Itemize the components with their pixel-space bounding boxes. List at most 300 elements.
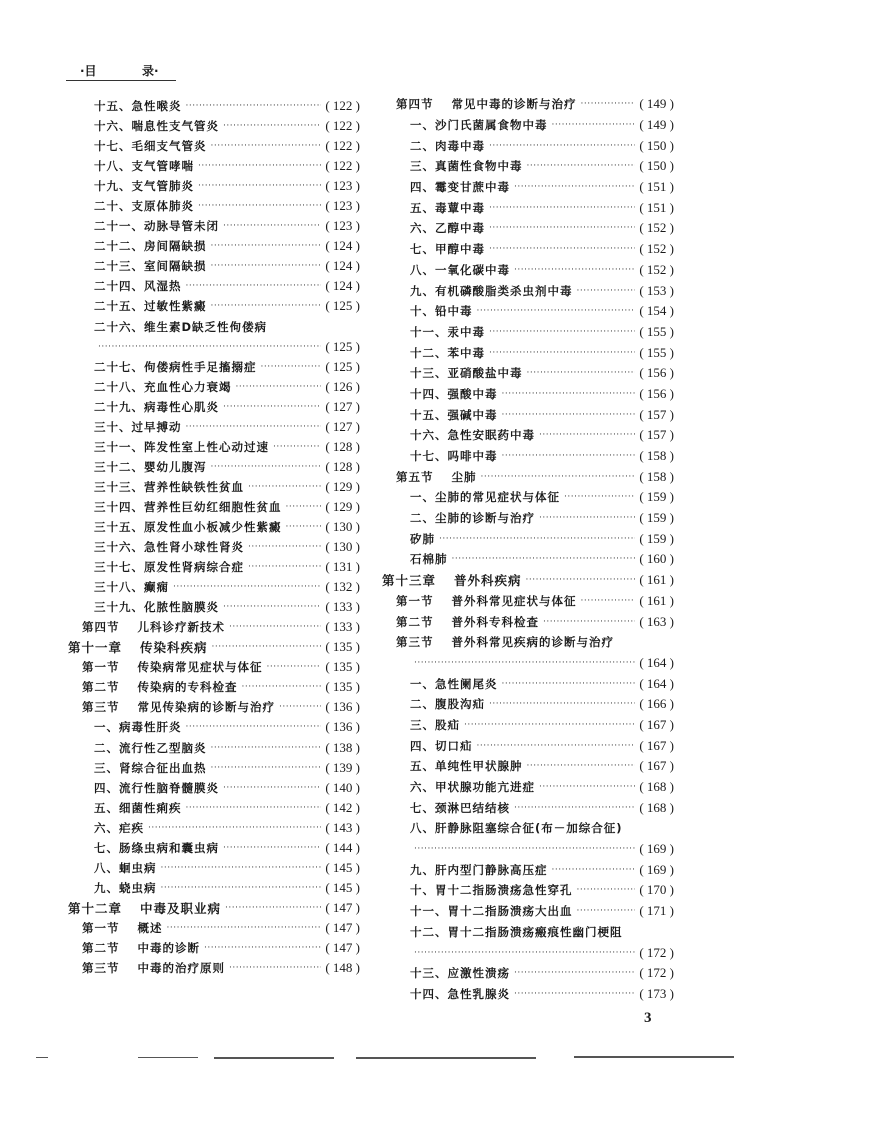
toc-title (410, 924, 623, 940)
dot-leader (198, 201, 321, 211)
toc-label: 六、疟疾 (94, 820, 144, 835)
toc-title (94, 800, 182, 816)
toc-page: ( 122 ) (325, 98, 360, 114)
dot-leader (489, 223, 635, 233)
toc-title (410, 738, 473, 754)
dot-leader (286, 502, 322, 512)
toc-page: ( 129 ) (325, 498, 360, 514)
toc-item (60, 838, 360, 858)
toc-item (376, 508, 674, 529)
toc-page: ( 172 ) (639, 944, 674, 960)
toc-page: ( 150 ) (639, 137, 674, 153)
toc-page: ( 158 ) (639, 468, 674, 484)
toc-item (376, 880, 674, 901)
dot-leader (414, 948, 635, 958)
toc-page: ( 122 ) (325, 138, 360, 154)
toc-label: 一、沙门氏菌属食物中毒 (410, 118, 548, 133)
dot-leader (286, 522, 322, 532)
toc-item (60, 537, 360, 557)
dot-leader (539, 430, 635, 440)
dot-leader (526, 575, 636, 585)
toc-title (94, 178, 194, 194)
toc-heading: 普外科疾病 (454, 573, 522, 589)
dot-leader (211, 261, 322, 271)
toc-item (376, 963, 674, 984)
toc-label: 二十、支原体肺炎 (94, 199, 194, 214)
toc-page: ( 169 ) (639, 841, 674, 857)
toc-label: 一、急性阑尾炎 (410, 676, 498, 691)
dot-leader (514, 265, 635, 275)
toc-page: ( 156 ) (639, 365, 674, 381)
dot-leader (223, 843, 321, 853)
toc-label: 三十七、原发性肾病综合症 (94, 560, 244, 575)
dot-leader (198, 181, 321, 191)
toc-chapter (60, 898, 360, 918)
toc-page: ( 145 ) (325, 859, 360, 875)
toc-item (60, 337, 360, 357)
dot-leader (581, 596, 636, 606)
toc-title (94, 258, 207, 274)
toc-title (410, 283, 573, 299)
toc-page: ( 123 ) (325, 178, 360, 194)
toc-title (410, 531, 435, 547)
toc-title (410, 965, 510, 981)
toc-title (410, 862, 548, 878)
toc-label: 十四、急性乳腺炎 (410, 986, 510, 1001)
toc-title (82, 699, 275, 715)
toc-item (376, 839, 674, 860)
toc-label: 十二、苯中毒 (410, 345, 485, 360)
toc-title (410, 510, 535, 526)
toc-section (376, 653, 674, 674)
toc-label: 第一节 (82, 920, 120, 935)
toc-page: ( 154 ) (639, 303, 674, 319)
toc-title (94, 138, 207, 154)
header-left: ·目 (80, 64, 97, 78)
toc-item (60, 577, 360, 597)
toc-page: ( 160 ) (639, 551, 674, 567)
toc-heading: 普外科常见症状与体征 (451, 593, 577, 608)
toc-page: ( 150 ) (639, 158, 674, 174)
toc-page: ( 166 ) (639, 696, 674, 712)
toc-label: 九、有机磷酸脂类杀虫剂中毒 (410, 283, 573, 298)
toc-item (60, 717, 360, 737)
dot-leader (502, 679, 636, 689)
toc-page: ( 147 ) (325, 899, 360, 915)
dot-leader (261, 362, 322, 372)
toc-label: 九、肝内型门静脉高压症 (410, 862, 548, 877)
toc-heading: 中毒及职业病 (140, 900, 222, 916)
toc-item (376, 260, 674, 281)
toc-title (410, 262, 510, 278)
toc-page: ( 125 ) (325, 338, 360, 354)
toc-item (60, 818, 360, 838)
toc-label: 第五节 (396, 469, 434, 484)
toc-page: ( 123 ) (325, 218, 360, 234)
toc-item (60, 397, 360, 417)
toc-page: ( 163 ) (639, 613, 674, 629)
toc-title (94, 840, 219, 856)
toc-label: 十一、汞中毒 (410, 324, 485, 339)
toc-title (410, 220, 485, 236)
toc-section (60, 657, 360, 677)
toc-item (376, 322, 674, 343)
toc-item (376, 984, 674, 1005)
dot-leader (477, 306, 636, 316)
toc-title (410, 903, 573, 919)
toc-title (94, 559, 244, 575)
toc-item (376, 735, 674, 756)
toc-label: 十八、支气管哮喘 (94, 159, 194, 174)
dot-leader (552, 120, 636, 130)
toc-label: 第二节 (396, 614, 434, 629)
dot-leader (539, 513, 635, 523)
toc-page: ( 172 ) (639, 965, 674, 981)
toc-section (60, 697, 360, 717)
toc-page: ( 129 ) (325, 478, 360, 494)
toc-title (94, 198, 194, 214)
toc-label: 二十五、过敏性紫癜 (94, 299, 207, 314)
toc-page: ( 135 ) (325, 639, 360, 655)
toc-label: 第三节 (396, 635, 434, 650)
toc-title (410, 986, 510, 1002)
toc-heading: 普外科专科检查 (451, 614, 539, 629)
dot-leader (248, 542, 321, 552)
dot-leader (225, 903, 321, 913)
toc-label: 十七、毛细支气管炎 (94, 139, 207, 154)
dot-leader (527, 761, 636, 771)
toc-item (376, 218, 674, 239)
toc-page: ( 124 ) (325, 258, 360, 274)
dot-leader (98, 342, 321, 352)
dot-leader (543, 617, 635, 627)
toc-item (376, 694, 674, 715)
toc-title (94, 459, 207, 475)
dot-leader (502, 389, 636, 399)
toc-page: ( 147 ) (325, 919, 360, 935)
dot-leader (581, 99, 636, 109)
toc-label: 十四、强酸中毒 (410, 386, 498, 401)
dot-leader (173, 582, 321, 592)
toc-chapter (376, 570, 674, 591)
dot-leader (211, 301, 322, 311)
toc-page: ( 168 ) (639, 779, 674, 795)
toc-page: ( 149 ) (639, 96, 674, 112)
toc-item (60, 597, 360, 617)
scan-artifact-line (574, 1056, 734, 1058)
toc-item (376, 901, 674, 922)
toc-item (60, 457, 360, 477)
toc-label: 三十三、营养性缺铁性贫血 (94, 479, 244, 494)
toc-section (376, 591, 674, 612)
toc-page: ( 130 ) (325, 519, 360, 534)
toc-label: 十五、急性喉炎 (94, 99, 182, 114)
dot-leader (481, 472, 636, 482)
toc-item (60, 357, 360, 377)
toc-item (60, 276, 360, 296)
toc-page: ( 144 ) (325, 839, 360, 855)
toc-page: ( 136 ) (325, 719, 360, 735)
toc-label: 三十九、化脓性脑膜炎 (94, 600, 219, 615)
toc-page: ( 131 ) (325, 559, 360, 575)
dot-leader (248, 482, 321, 492)
dot-leader (148, 823, 321, 833)
toc-page: ( 157 ) (639, 406, 674, 422)
toc-section (60, 617, 360, 637)
toc-label: 二十七、佝偻病性手足搐搦症 (94, 359, 257, 374)
toc-page: ( 151 ) (639, 199, 674, 215)
toc-item (376, 673, 674, 694)
toc-label: 三、股疝 (410, 717, 460, 732)
toc-label: 矽肺 (410, 531, 435, 546)
toc-chapter (60, 637, 360, 657)
toc-page: ( 152 ) (639, 261, 674, 277)
toc-heading: 儿科诊疗新技术 (137, 620, 225, 635)
dot-leader (577, 885, 636, 895)
toc-label: 三十二、婴幼儿腹泻 (94, 459, 207, 474)
dot-leader (186, 722, 322, 732)
toc-label: 三十一、阵发性室上性心动过速 (94, 439, 269, 454)
toc-heading: 概述 (137, 920, 163, 935)
toc-title (94, 238, 207, 254)
dot-leader (489, 203, 635, 213)
toc-page: ( 158 ) (639, 448, 674, 464)
toc-title (410, 800, 510, 816)
dot-leader (211, 141, 322, 151)
toc-title (82, 619, 225, 635)
toc-title (94, 499, 282, 515)
toc-label: 七、甲醇中毒 (410, 242, 485, 257)
toc-page: ( 127 ) (325, 398, 360, 414)
toc-title (410, 696, 485, 712)
dot-leader (229, 963, 321, 973)
toc-label: 二十二、房间隔缺损 (94, 239, 207, 254)
toc-label: 二十三、室间隔缺损 (94, 259, 207, 274)
toc-page: ( 135 ) (325, 659, 360, 675)
toc-item (376, 404, 674, 425)
dot-leader (236, 382, 322, 392)
toc-label: 四、切口疝 (410, 738, 473, 753)
dot-leader (161, 863, 322, 873)
dot-leader (502, 451, 636, 461)
toc-label: 三十、过早搏动 (94, 419, 182, 434)
dot-leader (204, 943, 321, 953)
toc-item (60, 477, 360, 497)
toc-page: ( 138 ) (325, 739, 360, 755)
toc-page: ( 136 ) (325, 699, 360, 715)
toc-item (60, 317, 360, 337)
toc-item (60, 256, 360, 276)
toc-title (382, 571, 522, 589)
toc-label: 第二节 (82, 940, 120, 955)
toc-page: ( 125 ) (325, 358, 360, 374)
toc-page: ( 132 ) (325, 579, 360, 595)
toc-item (376, 384, 674, 405)
dot-leader (514, 182, 635, 192)
dot-leader (439, 534, 635, 544)
toc-label: 三十八、癫痫 (94, 580, 169, 595)
toc-label: 五、毒蕈中毒 (410, 200, 485, 215)
toc-title (94, 359, 257, 375)
toc-item (60, 497, 360, 517)
toc-label: 一、尘肺的常见症状与体征 (410, 490, 560, 505)
toc-label: 十六、喘息性支气管炎 (94, 119, 219, 134)
dot-leader (212, 642, 322, 652)
toc-section (60, 938, 360, 958)
toc-label: 六、乙醇中毒 (410, 221, 485, 236)
toc-title (410, 158, 523, 174)
toc-label: 七、肠绦虫病和囊虫病 (94, 840, 219, 855)
toc-label: 第十三章 (382, 573, 437, 589)
toc-item (376, 135, 674, 156)
toc-label: 八、肝静脉阻塞综合征(布－加综合征) (410, 821, 623, 836)
toc-item (376, 239, 674, 260)
toc-page: ( 161 ) (639, 572, 674, 588)
dot-leader (514, 803, 635, 813)
toc-item (376, 756, 674, 777)
toc-title (94, 579, 169, 595)
toc-label: 第一节 (396, 593, 434, 608)
toc-page: ( 145 ) (325, 879, 360, 895)
toc-title (82, 920, 163, 936)
dot-leader (223, 602, 321, 612)
toc-title (82, 659, 263, 675)
toc-page: ( 126 ) (325, 378, 360, 394)
toc-section (60, 677, 360, 697)
toc-page: ( 148 ) (325, 960, 360, 976)
toc-heading: 中毒的治疗原则 (137, 961, 225, 976)
toc-title (410, 758, 523, 774)
dot-leader (489, 699, 635, 709)
toc-title (410, 365, 523, 381)
toc-title (68, 638, 208, 656)
dot-leader (452, 554, 636, 564)
dot-leader (186, 422, 322, 432)
toc-page: ( 130 ) (325, 539, 360, 555)
toc-page: ( 140 ) (325, 779, 360, 795)
toc-label: 十六、急性安眠药中毒 (410, 428, 535, 443)
dot-leader (489, 244, 635, 254)
toc-label: 三十六、急性肾小球性肾炎 (94, 540, 244, 555)
toc-title (94, 780, 219, 796)
dot-leader (273, 442, 321, 452)
toc-page: ( 149 ) (639, 117, 674, 133)
toc-page: ( 125 ) (325, 298, 360, 314)
toc-item (376, 549, 674, 570)
toc-page: ( 169 ) (639, 861, 674, 877)
toc-label: 二十九、病毒性心肌炎 (94, 399, 219, 414)
toc-item (60, 437, 360, 457)
toc-page: ( 161 ) (639, 592, 674, 608)
toc-heading: 传染病常见症状与体征 (137, 660, 263, 675)
header-right: 录· (142, 64, 159, 78)
toc-page: ( 143 ) (325, 819, 360, 835)
toc-title (410, 551, 448, 567)
toc-item (60, 236, 360, 256)
toc-title (94, 539, 244, 555)
dot-leader (552, 865, 636, 875)
toc-title (396, 634, 614, 650)
toc-title (410, 241, 485, 257)
toc-page: ( 167 ) (639, 716, 674, 732)
toc-page: ( 133 ) (325, 599, 360, 615)
toc-label: 一、病毒性肝炎 (94, 720, 182, 735)
toc-page: ( 128 ) (325, 458, 360, 474)
toc-section (60, 958, 360, 978)
toc-item (376, 280, 674, 301)
dot-leader (502, 410, 636, 420)
toc-title (410, 489, 560, 505)
toc-page: ( 159 ) (639, 489, 674, 505)
toc-title (396, 593, 577, 609)
toc-page: ( 151 ) (639, 179, 674, 195)
toc-title (94, 760, 207, 776)
toc-page: ( 135 ) (325, 679, 360, 695)
toc-title (94, 118, 219, 134)
toc-page: ( 167 ) (639, 737, 674, 753)
toc-item (376, 301, 674, 322)
toc-label: 第三节 (82, 961, 120, 976)
toc-title (94, 419, 182, 435)
toc-label: 第一节 (82, 660, 120, 675)
toc-label: 三十五、原发性血小板减少性紫癜 (94, 520, 282, 534)
toc-item (376, 425, 674, 446)
toc-item (60, 858, 360, 878)
toc-title (94, 519, 282, 535)
toc-title (94, 599, 219, 615)
dot-leader (489, 141, 635, 151)
toc-page: ( 128 ) (325, 438, 360, 454)
toc-item (376, 446, 674, 467)
dot-leader (223, 121, 321, 131)
toc-title (410, 303, 473, 319)
toc-item (60, 136, 360, 156)
toc-item (60, 296, 360, 316)
running-header (66, 62, 176, 81)
toc-section (60, 918, 360, 938)
toc-label: 三、真菌性食物中毒 (410, 159, 523, 174)
toc-title (410, 448, 498, 464)
dot-leader (464, 720, 635, 730)
toc-item (60, 758, 360, 778)
toc-item (376, 922, 674, 943)
toc-label: 三十四、营养性巨幼红细胞性贫血 (94, 499, 282, 514)
toc-label: 八、蛔虫病 (94, 860, 157, 875)
toc-heading: 传染科疾病 (140, 640, 208, 656)
toc-label: 十一、胃十二指肠溃疡大出血 (410, 904, 573, 919)
toc-label: 二十一、动脉导管未闭 (94, 219, 219, 234)
toc-heading: 普外科常见疾病的诊断与治疗 (451, 635, 614, 650)
toc-page: ( 123 ) (325, 198, 360, 214)
toc-title (94, 218, 219, 234)
toc-heading: 中毒的诊断 (137, 940, 200, 955)
dot-leader (279, 702, 321, 712)
toc-page: ( 122 ) (325, 118, 360, 134)
toc-label: 十二、胃十二指肠溃疡瘢痕性幽门梗阻 (410, 924, 623, 939)
toc-title (410, 200, 485, 216)
toc-label: 五、单纯性甲状腺肿 (410, 759, 523, 774)
toc-title (82, 679, 238, 695)
toc-label: 十、胃十二指肠溃疡急性穿孔 (410, 883, 573, 898)
toc-item (376, 156, 674, 177)
toc-title (410, 407, 498, 423)
toc-title (94, 439, 269, 455)
toc-item (376, 715, 674, 736)
toc-title (94, 319, 267, 335)
toc-title (396, 469, 477, 485)
toc-label: 十三、亚硝酸盐中毒 (410, 366, 523, 381)
dot-leader (161, 883, 322, 893)
